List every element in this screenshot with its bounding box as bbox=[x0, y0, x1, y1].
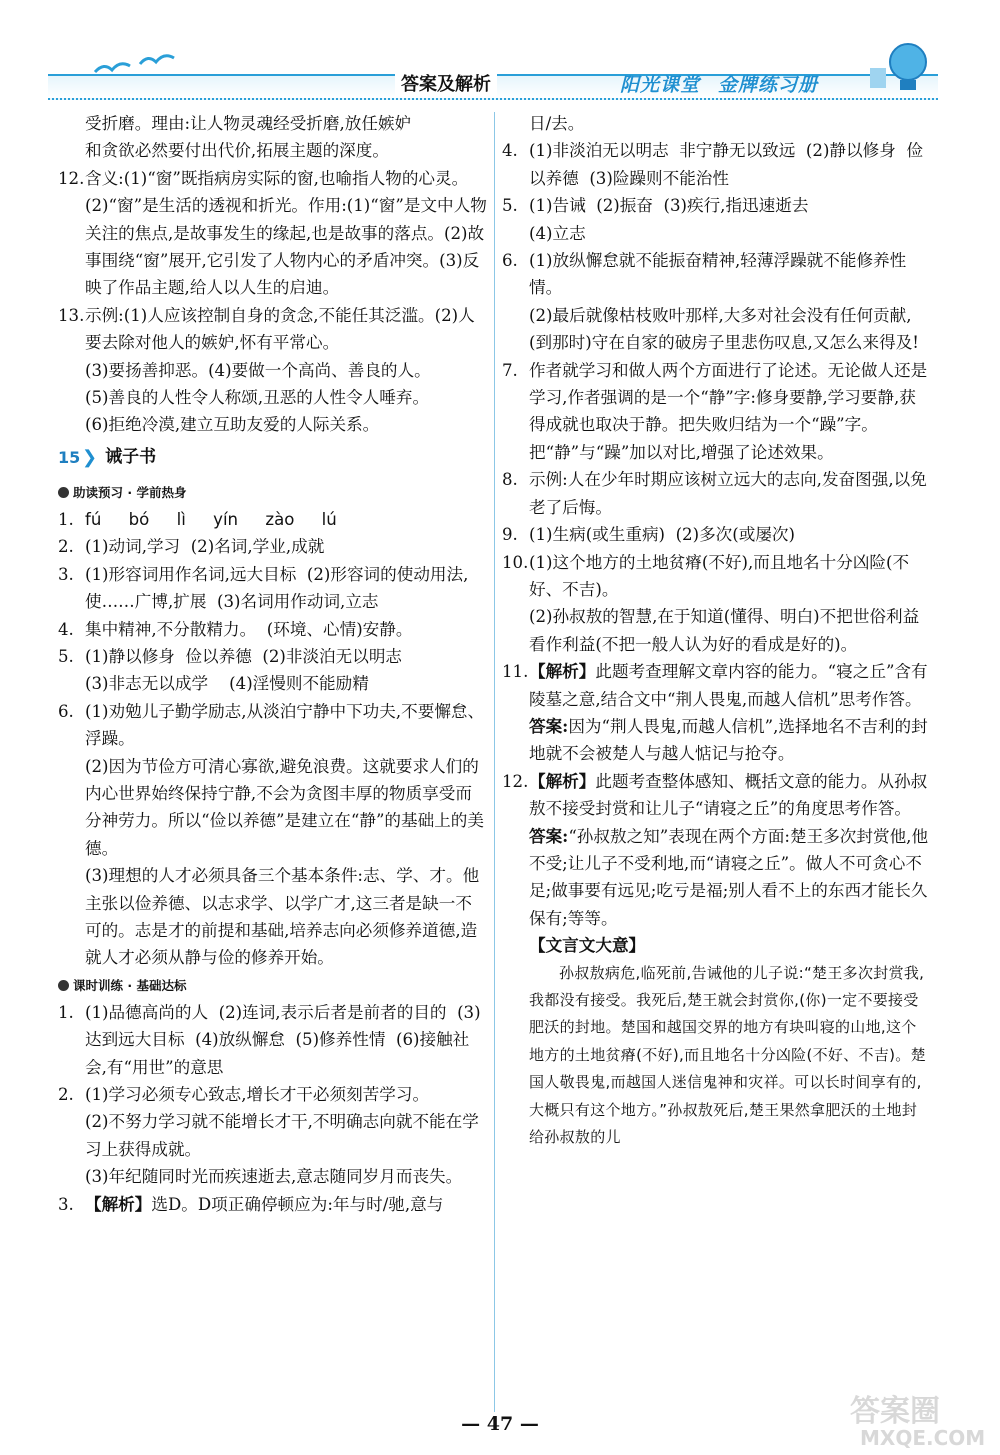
column-divider bbox=[494, 112, 496, 1412]
summary-heading: 【文言文大意】 bbox=[529, 935, 646, 956]
pinyin: lì bbox=[176, 509, 186, 529]
pinyin: bó bbox=[128, 509, 150, 529]
svg-text:MXQE.COM: MXQE.COM bbox=[860, 1426, 986, 1449]
item-text: (1)非淡泊无以明志 非宁静无以致远 (2)静以修身 俭以养德 (3)险躁则不能治性 bbox=[529, 141, 923, 188]
item-text: 示例:(1)人应该控制自身的贪念,不能任其泛滥。(2)人要去除对他人的嫉妒,怀有平常心。 bbox=[85, 305, 475, 353]
item-number: 11. bbox=[502, 662, 529, 682]
item-text: (1)生病(或生重病) (2)多次(或屡次) bbox=[529, 525, 795, 545]
answer-item-12 bbox=[58, 165, 488, 302]
item-number: 6. bbox=[502, 251, 518, 271]
item-text: 示例:人在少年时期应该树立远大的志向,发奋图强,以免老了后悔。 bbox=[529, 470, 927, 517]
item-text bbox=[529, 823, 930, 933]
section-bullet-icon bbox=[58, 487, 69, 498]
item-text bbox=[529, 658, 930, 713]
left-column bbox=[58, 110, 488, 1218]
section-title: 助读预习 · 学前热身 bbox=[73, 484, 187, 500]
svg-text:答案圈: 答案圈 bbox=[850, 1394, 940, 1429]
item-number: 3. bbox=[58, 564, 74, 584]
item-text bbox=[529, 768, 930, 823]
analysis-text: 选D。D项正确停顿应为:年与时/驰,意与 bbox=[151, 1194, 444, 1214]
item-number: 1. bbox=[58, 509, 74, 529]
answer-item-p2 bbox=[58, 533, 488, 560]
answer-item-12 bbox=[502, 768, 930, 932]
item-text: (1)品德高尚的人 (2)连词,表示后者是前者的目的 (3)达到远大目标 (4)放纵懈怠 (5)修养性情 (6)接触社会,有“用世”的意思 bbox=[85, 1002, 481, 1077]
lesson-number: 15 bbox=[58, 448, 81, 468]
item-text: 含义:(1)“窗”既指病房实际的窗,也喻指人物的心灵。(2)“窗”是生活的透视和折光。作用:(1)“窗”是文中人物关注的焦点,是故事发生的缘起,也是故事的落点。(2)故事围绕“窗”展开,它引发了人物内心的矛盾冲突。(3)反映了作品主题,给人以人生的启迪。 bbox=[85, 168, 487, 298]
item-number: 4. bbox=[502, 141, 518, 161]
answer-item-8 bbox=[502, 466, 930, 521]
answer-item-10 bbox=[502, 549, 930, 659]
summary-body: 孙叔敖病危,临死前,告诫他的儿子说:“楚王多次封赏我,我都没有接受。我死后,楚王就会封赏你,(你)一定不要接受肥沃的封地。楚国和越国交界的地方有块叫寝的山地,这个地方的土地贫瘠(不好),而且地名十分凶险(不好、不吉)。楚国人敬畏鬼,而越国人迷信鬼神和灾祥。可以长时间享有的,大概只有这个地方。”孙叔敖死后,楚王果然拿肥沃的土地封给孙叔敖的儿 bbox=[529, 963, 926, 1147]
item-number: 2. bbox=[58, 1085, 74, 1104]
analysis-text: 此题考查整体感知、概括文意的能力。从孙叔敖不接受封赏和让儿子“请寝之丘”的角度思考作答。 bbox=[529, 771, 928, 819]
answer-tag: 答案: bbox=[529, 825, 569, 846]
item-number: 13. bbox=[58, 305, 85, 325]
item-text: (1)静以修身 俭以养德 (2)非淡泊无以明志 bbox=[85, 646, 403, 666]
answer-item-5 bbox=[502, 192, 930, 247]
item-text: 作者就学习和做人两个方面进行了论述。无论做人还是学习,作者强调的是一个“静”字:修身要静,学习要静,获得成就也取决于静。把失败归结为一个“躁”字。把“静”与“躁”加以对比,增强了论述效果。 bbox=[529, 360, 928, 462]
item-text bbox=[85, 1191, 488, 1218]
item-number: 9. bbox=[502, 525, 518, 545]
item-text: (6)拒绝冷漠,建立互助友爱的人际关系。 bbox=[85, 415, 380, 435]
item-number: 12. bbox=[502, 771, 529, 791]
answer-item-p5 bbox=[58, 643, 488, 698]
page-title: 答案及解析 bbox=[395, 70, 497, 96]
item-text bbox=[529, 713, 930, 768]
pinyin: yín bbox=[213, 509, 239, 529]
item-number: 7. bbox=[502, 360, 518, 380]
item-text: (1)劝勉儿子勤学励志,从淡泊宁静中下功夫,不要懈怠、浮躁。 bbox=[85, 701, 485, 749]
item-text: (3)非志无以成学 (4)淫慢则不能励精 bbox=[85, 674, 369, 694]
pinyin: lú bbox=[321, 509, 337, 529]
answer-tag: 答案: bbox=[529, 715, 569, 736]
answer-item-t1 bbox=[58, 999, 488, 1081]
chevron-right-icon: ❯ bbox=[82, 447, 98, 469]
answer-item-p6 bbox=[58, 698, 488, 972]
section-heading bbox=[58, 972, 488, 999]
item-number: 12. bbox=[58, 168, 85, 188]
item-text: (3)理想的人才必须具备三个基本条件:志、学、才。他主张以俭养德、以志求学、以学广才,这三者是缺一不可的。志是才的前提和基础,培养志向必须修养道德,造就人才必须从静与俭的修养开始。 bbox=[85, 866, 480, 968]
answer-item-4 bbox=[502, 137, 930, 192]
answer-item-9 bbox=[502, 521, 930, 548]
section-bullet-icon bbox=[58, 980, 69, 991]
answer-item-p3 bbox=[58, 561, 488, 616]
item-number: 3. bbox=[58, 1194, 74, 1214]
item-text: (2)孙叔敖的智慧,在于知道(懂得、明白)不把世俗利益看作利益(不把一般人认为好的看成是好的)。 bbox=[529, 607, 920, 654]
continuation-line: 受折磨。理由:让人物灵魂经受折磨,放任嫉妒 bbox=[85, 114, 412, 133]
answer-item-7 bbox=[502, 357, 930, 467]
answer-item-13 bbox=[58, 302, 488, 439]
item-text: (1)放纵懈怠就不能振奋精神,轻薄浮躁就不能修养性情。 bbox=[529, 251, 907, 298]
pinyin: fú bbox=[85, 509, 102, 529]
answer-item-t3 bbox=[58, 1191, 488, 1218]
item-text: (3)年纪随同时光而疾速逝去,意志随同岁月而丧失。 bbox=[85, 1167, 463, 1187]
answer-text: “孙叔敖之知”表现在两个方面:楚王多次封赏他,他不受;让儿子不受利地,而“请寝之丘”。做人不可贪心不足;做事要有远见;吃亏是福;别人看不上的东西才能长久保有;等等。 bbox=[529, 826, 929, 928]
watermark-icon bbox=[840, 1385, 990, 1449]
answer-item-11 bbox=[502, 658, 930, 768]
item-text: 集中精神,不分散精力。 (环境、心情)安静。 bbox=[85, 619, 413, 639]
item-text: (1)这个地方的土地贫瘠(不好),而且地名十分凶险(不好、不吉)。 bbox=[529, 552, 910, 599]
item-text: (2)因为节俭方可清心寡欲,避免浪费。这就要求人们的内心世界始终保持宁静,不会为贪图丰厚的物质享受而分神劳力。所以“俭以养德”是建立在“静”的基础上的美德。 bbox=[85, 756, 484, 858]
item-number: 2. bbox=[58, 537, 74, 557]
analysis-tag: 【解析】 bbox=[85, 1193, 152, 1214]
item-number: 1. bbox=[58, 1002, 74, 1022]
item-number: 6. bbox=[58, 701, 74, 721]
answer-item-6 bbox=[502, 247, 930, 357]
answer-item-p1 bbox=[58, 506, 488, 533]
brand-right: 金牌练习册 bbox=[718, 74, 819, 96]
summary-text bbox=[502, 960, 930, 1152]
item-text: (2)不努力学习就不能增长才干,不明确志向就不能在学习上获得成就。 bbox=[85, 1112, 479, 1159]
pinyin: zào bbox=[265, 509, 295, 529]
continuation-line: 和贪欲必然要付出代价,拓展主题的深度。 bbox=[85, 141, 389, 161]
item-text: (2)最后就像枯枝败叶那样,大多对社会没有任何贡献,(到那时)守在自家的破房子里悲伤叹息,又怎么来得及! bbox=[529, 305, 919, 353]
continuation-line: 日/去。 bbox=[529, 114, 585, 133]
item-number: 5. bbox=[58, 646, 74, 666]
answer-item-t2 bbox=[58, 1081, 488, 1191]
right-column bbox=[502, 110, 930, 1151]
lesson-heading bbox=[58, 443, 488, 473]
pinyin-list bbox=[85, 506, 488, 533]
brand-title bbox=[620, 70, 836, 97]
globe-icon bbox=[850, 40, 940, 95]
item-text: (1)形容词用作名词,远大目标 (2)形容词的使动用法,使……广博,扩展 (3)名词用作动词,立志 bbox=[85, 564, 469, 612]
item-text: (1)学习必须专心致志,增长才干必须刻苦学习。 bbox=[85, 1085, 430, 1104]
brand-left: 阳光课堂 bbox=[620, 74, 701, 96]
item-number: 8. bbox=[502, 470, 518, 490]
item-number: 5. bbox=[502, 196, 518, 216]
item-number: 10. bbox=[502, 552, 529, 572]
lesson-title: 诫子书 bbox=[105, 447, 157, 468]
analysis-tag: 【解析】 bbox=[529, 770, 596, 791]
item-text: (1)动词,学习 (2)名词,学业,成就 bbox=[85, 537, 325, 557]
item-number: 4. bbox=[58, 619, 74, 639]
section-title: 课时训练 · 基础达标 bbox=[73, 977, 187, 993]
analysis-tag: 【解析】 bbox=[529, 661, 596, 682]
answer-item-p4 bbox=[58, 616, 488, 643]
item-text: (4)立志 bbox=[529, 223, 586, 243]
section-heading bbox=[58, 479, 488, 506]
item-text: (5)善良的人性令人称颂,丑恶的人性令人唾弃。 bbox=[85, 388, 430, 408]
item-text: (3)要扬善抑恶。(4)要做一个高尚、善良的人。 bbox=[85, 360, 431, 380]
item-text: (1)告诫 (2)振奋 (3)疾行,指迅速逝去 bbox=[529, 196, 809, 216]
answer-text: 因为“荆人畏鬼,而越人信机”,选择地名不吉利的封地就不会被楚人与越人惦记与抢夺。 bbox=[529, 716, 928, 764]
page-header bbox=[40, 40, 945, 100]
page-number: — 47 — bbox=[461, 1413, 539, 1435]
analysis-text: 此题考查理解文章内容的能力。“寝之丘”含有陵墓之意,结合文中“荆人畏鬼,而越人信机”思考作答。 bbox=[529, 662, 928, 709]
